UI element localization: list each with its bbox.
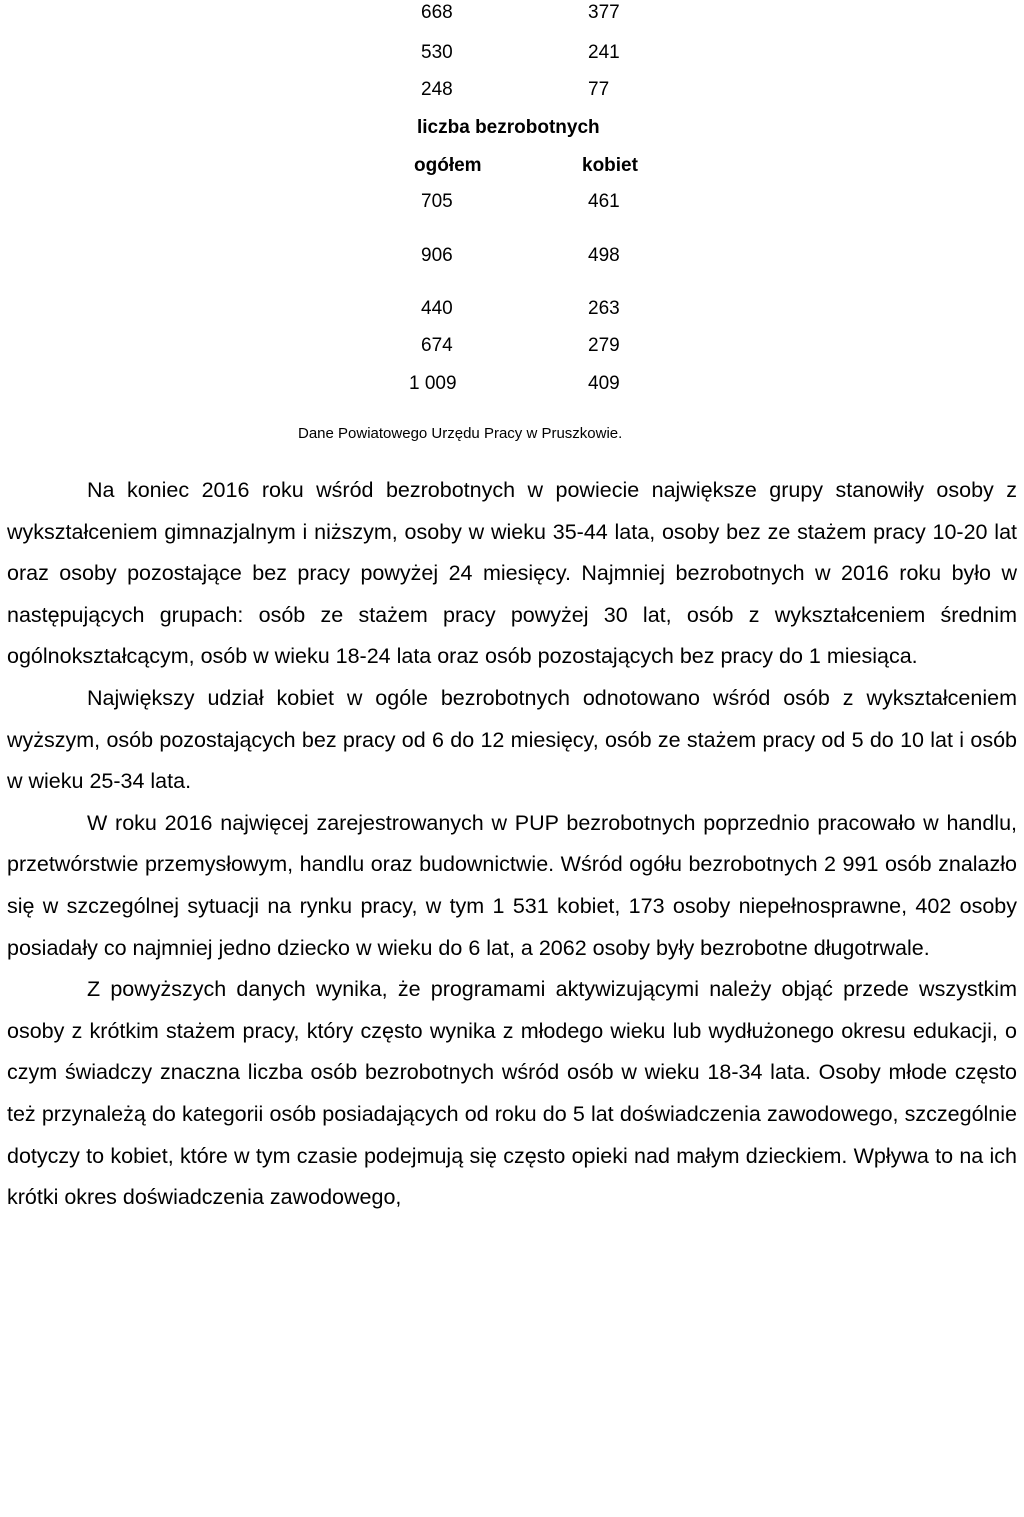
paragraph: W roku 2016 najwięcej zarejestrowanych w PUP bezrobotnych poprzednio pracowało w handlu, przetwórstwie przemysłowym, handlu oraz budownictwie. Wśród ogółu bezrobotnych 2 991 osób znalazło się w szczególnej sytuacji na rynku pracy, w tym 1 531 kobiet, 173 osoby niepełnosprawne, 402 osoby posiadały co najmniej jedno dziecko w wieku do 6 lat, a 2062 osoby były bezrobotne długotrwale. <box>7 810 1017 960</box>
cell-women: 461 <box>588 191 620 212</box>
cell-total: 440 <box>421 298 453 319</box>
cell-total: 668 <box>421 2 453 23</box>
cell-total: 530 <box>421 42 453 63</box>
column-header-total: ogółem <box>414 155 482 176</box>
cell-women: 377 <box>588 2 620 23</box>
paragraph: Na koniec 2016 roku wśród bezrobotnych w powiecie największe grupy stanowiły osoby z wykształceniem gimnazjalnym i niższym, osoby w wieku 35-44 lata, osoby bez ze stażem pracy 10-20 lat oraz osoby pozostające bez pracy powyżej 24 miesięcy. Najmniej bezrobotnych w 2016 roku było w następujących grupach: osób ze stażem pracy powyżej 30 lat, osób z wykształceniem średnim ogólnokształcącym, osób w wieku 18-24 lata oraz osób pozostających bez pracy do 1 miesiąca. <box>7 478 1017 669</box>
cell-total: 906 <box>421 245 453 266</box>
paragraph: Z powyższych danych wynika, że programami aktywizującymi należy objąć przede wszystkim osoby z krótkim stażem pracy, który często wynika z młodego wieku lub wydłużonego okresu edukacji, o czym świadczy znaczna liczba osób bezrobotnych wśród osób w wieku 18-34 lata. Osoby młode często też przynależą do kategorii osób posiadających od roku do 5 lat doświadczenia zawodowego, szczególnie dotyczy to kobiet, które w tym czasie podejmują się często opieki nad małym dzieckiem. Wpływa to na ich krótki okres doświadczenia zawodowego, <box>7 977 1017 1210</box>
column-header-women: kobiet <box>582 155 638 176</box>
cell-total: 674 <box>421 335 453 356</box>
cell-total: 248 <box>421 79 453 100</box>
body-text <box>7 470 1017 1219</box>
cell-women: 498 <box>588 245 620 266</box>
cell-total: 1 009 <box>409 373 457 394</box>
cell-women: 241 <box>588 42 620 63</box>
cell-women: 409 <box>588 373 620 394</box>
cell-women: 77 <box>588 79 610 100</box>
paragraph: Największy udział kobiet w ogóle bezrobotnych odnotowano wśród osób z wykształceniem wyższym, osób pozostających bez pracy od 6 do 12 miesięcy, osób ze stażem pracy od 5 do 10 lat i osób w wieku 25-34 lata. <box>7 685 1017 794</box>
cell-total: 705 <box>421 191 453 212</box>
table-header-title: liczba bezrobotnych <box>417 117 600 138</box>
cell-women: 263 <box>588 298 620 319</box>
source-note: Dane Powiatowego Urzędu Pracy w Pruszkowie. <box>298 425 623 442</box>
cell-women: 279 <box>588 335 620 356</box>
